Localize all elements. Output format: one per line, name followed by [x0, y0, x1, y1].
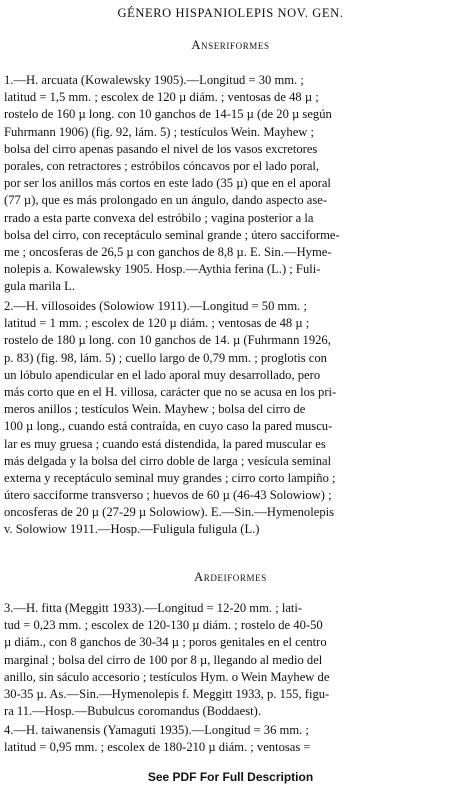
text-line: lar es muy gruesa ; cuando está distendida, la pared muscular es: [4, 436, 326, 451]
text-line: un lóbulo apendicular en el lado aporal muy desarrollado, pero: [4, 367, 321, 382]
text-line: latitud = 1,5 mm. ; escolex de 120 µ diám. ; ventosas de 48 µ ;: [4, 90, 319, 105]
text-line: rostelo de 180 µ long. con 10 ganchos de 14. µ (Fuhrmann 1926,: [4, 333, 331, 348]
text-line: bolsa del cirro, con receptáculo seminal grande ; útero sacciforme-: [4, 227, 340, 242]
text-line: por ser los anillos más cortos en este lado (35 µ) que en el aporal: [4, 176, 331, 191]
text-line: tud = 0,23 mm. ; escolex de 120-130 µ diám. ; rostelo de 40-50: [4, 618, 323, 633]
text-line: 3.—H. fitta (Meggitt 1933).—Longitud = 12-20 mm. ; lati-: [4, 601, 303, 615]
text-line: latitud = 0,95 mm. ; escolex de 180-210 µ diám. ; ventosas =: [4, 740, 311, 755]
text-line: útero sacciforme transverso ; huevos de 60 µ (46-43 Solowiow) ;: [4, 488, 332, 503]
section-heading-anseriformes: Anseriformes: [191, 38, 270, 52]
text-line: Fuhrmann 1906) (fig. 92, lám. 5) ; testículos Wein. Mayhew ;: [4, 124, 315, 139]
text-line: 100 µ long., cuando está contraída, en cuyo caso la pared muscu-: [4, 419, 333, 434]
text-line: externa y receptáculo seminal muy grandes ; cirro corto lampiño ;: [4, 470, 336, 485]
section-heading-ardeiformes: Ardeiformes: [194, 570, 267, 584]
text-line: anillo, sin sáculo accesorio ; testículos Hym. o Wein Mayhew de: [4, 669, 330, 684]
text-line: meros anillos ; testículos Wein. Mayhew ; bolsa del cirro de: [4, 402, 306, 417]
pdf-notice: See PDF For Full Description: [147, 770, 314, 784]
text-line: me ; oncosferas de 26,5 µ con ganchos de 8,8 µ. E. Sin.—Hyme-: [4, 244, 332, 259]
text-line: rrado a esta parte convexa del estróbilo ; vagina posterior a la: [4, 210, 314, 225]
text-line: 2.—H. villosoides (Solowiow 1911).—Longitud = 50 mm. ;: [4, 299, 307, 313]
text-line: 1.—H. arcuata (Kowalewsky 1905).—Longitud = 30 mm. ;: [4, 73, 304, 87]
text-line: µ diám., con 8 ganchos de 30-34 µ ; poros genitales en el centro: [4, 635, 327, 650]
text-line: más corto que en el H. villosa, carácter que no se acusa en los pri-: [4, 384, 337, 399]
text-line: v. Solowiow 1911.—Hosp.—Fuligula fuligula (L.): [4, 522, 260, 537]
text-line: p. 83) (fig. 98, lám. 5) ; cuello largo de 0,79 mm. ; proglotis con: [4, 350, 327, 365]
text-line: marginal ; bolsa del cirro de 100 por 8 µ, llegando al medio del: [4, 652, 323, 667]
text-line: (77 µ), que es más prolongado en un ángulo, dando aspecto ase-: [4, 193, 328, 208]
entry-h-fitta: [4, 600, 454, 720]
running-head: GÉNERO HISPANIOLEPIS NOV. GEN.: [117, 6, 344, 20]
text-line: bolsa del cirro apenas pasando el nivel de los vasos excretores: [4, 141, 318, 156]
entry-h-arcuata: [4, 72, 454, 295]
text-line: 4.—H. taiwanensis (Yamaguti 1935).—Longitud = 36 mm. ;: [4, 723, 309, 737]
entry-h-villosoides: [4, 298, 454, 539]
text-line: gula marila L.: [4, 279, 75, 294]
text-line: rostelo de 160 µ long. con 10 ganchos de 14-15 µ (de 20 µ según: [4, 107, 332, 122]
text-line: ra 11.—Hosp.—Bubulcus coromandus (Boddaest).: [4, 704, 261, 719]
entry-h-taiwanensis: [4, 722, 454, 756]
text-line: más delgada y la bolsa del cirro doble de larga ; vesícula seminal: [4, 453, 332, 468]
text-line: porales, con retractores ; estróbilos cóncavos por el lado poral,: [4, 158, 320, 173]
text-line: oncosferas de 20 µ (27-29 µ Solowiow). E.—Sin.—Hymenolepis: [4, 505, 335, 520]
text-line: latitud = 1 mm. ; escolex de 120 µ diám. ; ventosas de 48 µ ;: [4, 316, 310, 331]
text-line: nolepis a. Kowalewsky 1905. Hosp.—Aythia ferina (L.) ; Fuli-: [4, 262, 321, 277]
text-line: 30-35 µ. As.—Sin.—Hymenolepis f. Meggitt 1933, p. 155, figu-: [4, 686, 330, 701]
